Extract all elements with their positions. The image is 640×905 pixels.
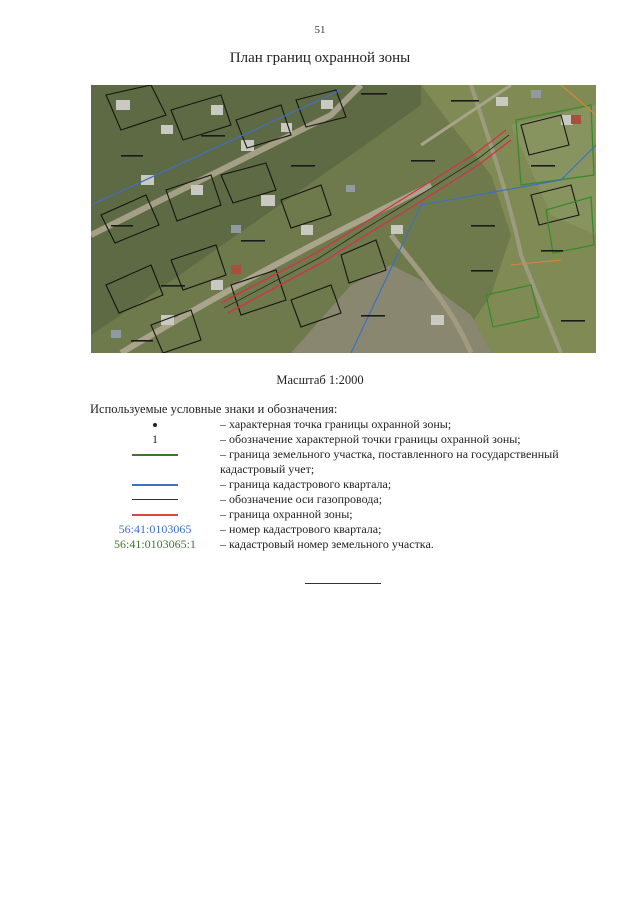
green-line-icon bbox=[132, 454, 178, 456]
legend-symbol-text bbox=[90, 522, 220, 537]
legend-heading: Используемые условные знаки и обозначения: bbox=[90, 402, 338, 416]
blue-line-icon bbox=[132, 484, 178, 486]
point-number-label: 1 bbox=[152, 432, 158, 446]
legend-row-plot-number bbox=[90, 537, 600, 552]
page-number: 51 bbox=[314, 24, 326, 36]
legend-symbol-line bbox=[90, 507, 220, 522]
legend-text: – граница кадастрового квартала; bbox=[220, 477, 392, 491]
legend-row-boundary-point bbox=[90, 417, 600, 432]
legend-text: – обозначение оси газопровода; bbox=[220, 492, 383, 506]
legend-symbol-dot bbox=[90, 417, 220, 432]
satellite-map-image bbox=[91, 85, 596, 353]
satellite-map bbox=[91, 85, 596, 353]
map-scale: Масштаб 1:2000 bbox=[276, 373, 364, 387]
legend-row-quarter-boundary bbox=[90, 477, 600, 492]
legend-text: – характерная точка границы охранной зоны; bbox=[220, 417, 452, 431]
legend-text: – номер кадастрового квартала; bbox=[220, 522, 382, 536]
legend-symbol-text bbox=[90, 432, 220, 447]
red-line-icon bbox=[132, 514, 178, 516]
legend-symbol-line bbox=[90, 492, 220, 507]
plot-number-label: 56:41:0103065:1 bbox=[113, 537, 196, 551]
legend-text: – граница земельного участка, поставленного на государственный кадастровый учет; bbox=[220, 447, 559, 476]
legend bbox=[90, 417, 600, 552]
legend-text: – кадастровый номер земельного участка. bbox=[220, 537, 434, 551]
legend-row-quarter-number bbox=[90, 522, 600, 537]
legend-row-land-plot-boundary bbox=[90, 447, 600, 477]
quarter-number-label: 56:41:0103065 bbox=[118, 522, 192, 536]
legend-symbol-text bbox=[90, 537, 220, 552]
black-line-icon bbox=[132, 499, 178, 500]
page-title: План границ охранной зоны bbox=[229, 50, 411, 66]
legend-text: – граница охранной зоны; bbox=[220, 507, 353, 521]
legend-symbol-line bbox=[90, 477, 220, 492]
divider-line bbox=[305, 583, 381, 584]
legend-row-protection-zone bbox=[90, 507, 600, 522]
legend-symbol-line bbox=[90, 447, 220, 462]
legend-text: – обозначение характерной точки границы охранной зоны; bbox=[220, 432, 521, 446]
legend-row-pipeline-axis bbox=[90, 492, 600, 507]
legend-row-point-label bbox=[90, 432, 600, 447]
boundary-point-icon bbox=[153, 423, 157, 427]
